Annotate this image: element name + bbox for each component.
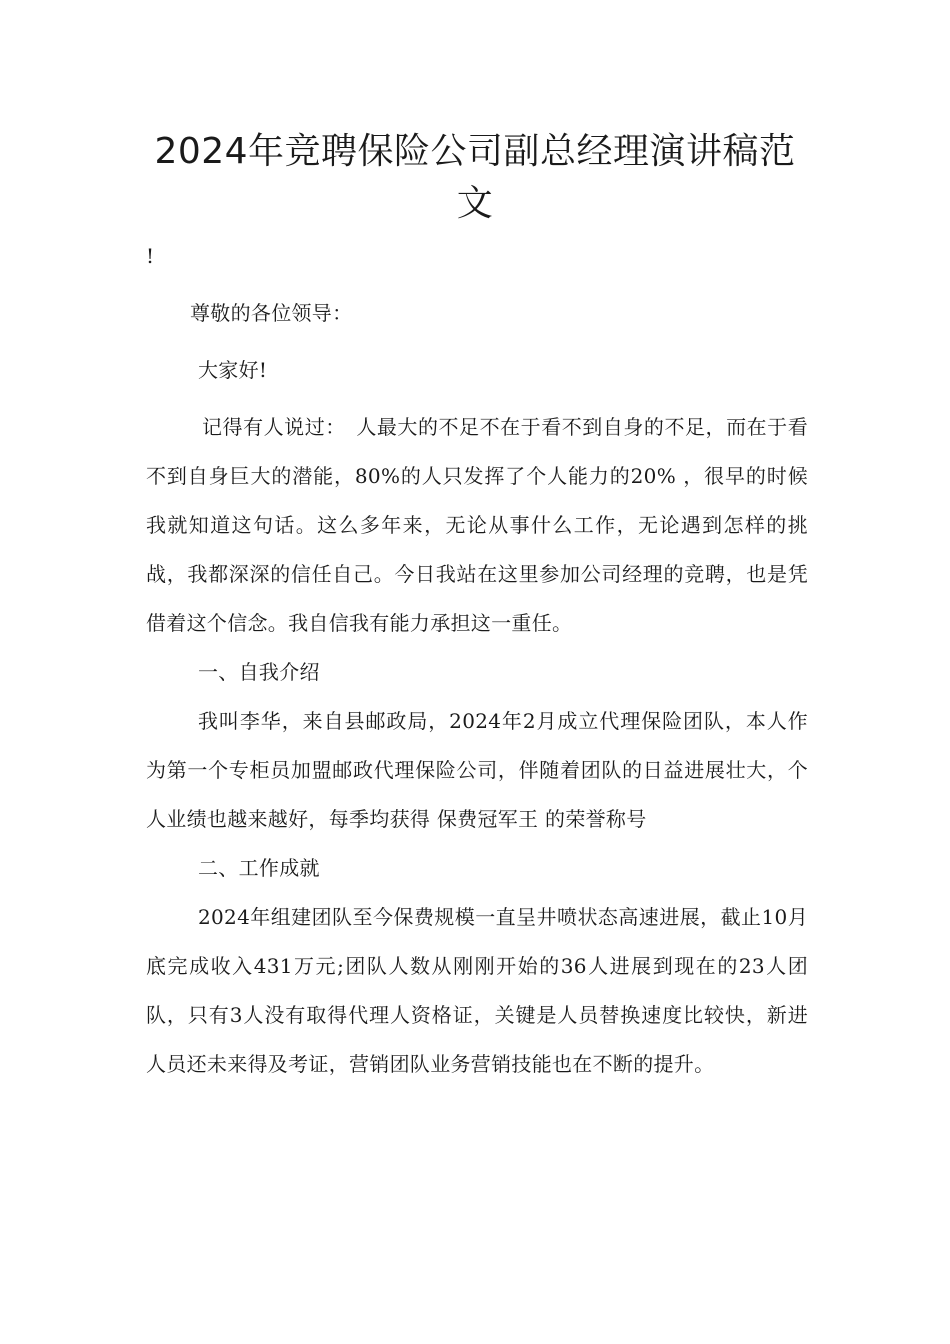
exclamation-mark: ! (146, 244, 155, 268)
section-heading-self-intro: 一、自我介绍 (198, 660, 320, 684)
document-title: 2024年竞聘保险公司副总经理演讲稿范文 (154, 131, 796, 224)
paragraph-intro: 记得有人说过： 人最大的不足不在于看不到自身的不足，而在于看不到自身巨大的潜能，80%的人只发挥了个人能力的20% ，很早的时候我就知道这句话。这么多年来，无论从事什么工作，无论遇到怎样的挑战，我都深深的信任自己。今日我站在这里参加公司经理的竞聘，也是凭借着这个信念。我自信我有能力承担这一重任。 (146, 415, 808, 635)
document-body (146, 232, 808, 1089)
greeting: 大家好! (198, 358, 268, 382)
section-heading-achievements: 二、工作成就 (198, 856, 320, 880)
salutation: 尊敬的各位领导： (190, 301, 353, 325)
paragraph-self-intro: 我叫李华，来自县邮政局，2024年2月成立代理保险团队，本人作为第一个专柜员加盟邮政代理保险公司，伴随着团队的日益进展壮大，个人业绩也越来越好，每季均获得 保费冠军王 的荣誉称号 (146, 709, 808, 831)
paragraph-achievements: 2024年组建团队至今保费规模一直呈井喷状态高速进展，截止10月底完成收入431万元;团队人数从刚刚开始的36人进展到现在的23人团队，只有3人没有取得代理人资格证，关键是人员替换速度比较快，新进人员还未来得及考证，营销团队业务营销技能也在不断的提升。 (146, 905, 808, 1076)
